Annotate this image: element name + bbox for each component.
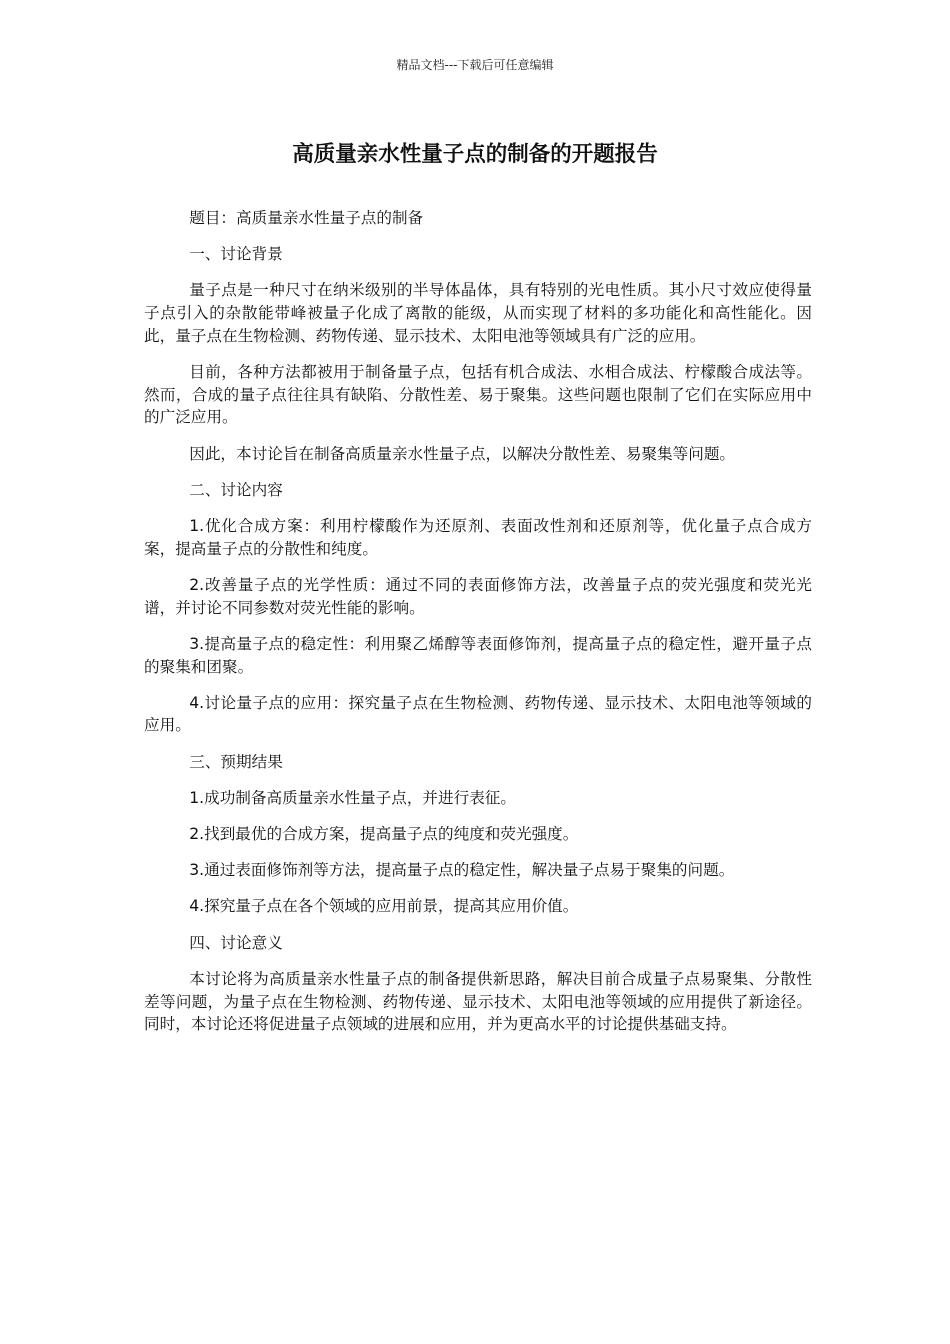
paragraph-results-3: 3.通过表面修饰剂等方法，提高量子点的稳定性，解决量子点易于聚集的问题。 xyxy=(189,861,735,880)
page-header-note: 精品文档---下载后可任意编辑 xyxy=(396,58,554,72)
paragraph-content-2: 2.改善量子点的光学性质：通过不同的表面修饰方法，改善量子点的荧光强度和荧光光谱，并讨论不同参数对荧光性能的影响。 xyxy=(144,575,812,617)
section-heading-content: 二、讨论内容 xyxy=(189,480,283,499)
paragraph-content-3: 3.提高量子点的稳定性：利用聚乙烯醇等表面修饰剂，提高量子点的稳定性，避开量子点的聚集和团聚。 xyxy=(144,634,812,676)
document-title: 高质量亲水性量子点的制备的开题报告 xyxy=(292,142,658,167)
paragraph-significance: 本讨论将为高质量亲水性量子点的制备提供新思路，解决目前合成量子点易聚集、分散性差等问题，为量子点在生物检测、药物传递、显示技术、太阳电池等领域的应用提供了新途径。同时，本讨论还将促进量子点领域的进展和应用，并为更高水平的讨论提供基础支持。 xyxy=(144,969,812,1034)
section-heading-background: 一、讨论背景 xyxy=(189,245,283,264)
paragraph-content-1: 1.优化合成方案：利用柠檬酸作为还原剂、表面改性剂和还原剂等，优化量子点合成方案，提高量子点的分散性和纯度。 xyxy=(144,517,812,558)
paragraph-background-2: 目前，各种方法都被用于制备量子点，包括有机合成法、水相合成法、柠檬酸合成法等。然而，合成的量子点往往具有缺陷、分散性差、易于聚集。这些问题也限制了它们在实际应用中的广泛应用。 xyxy=(144,363,812,427)
paragraph-results-4: 4.探究量子点在各个领域的应用前景，提高其应用价值。 xyxy=(189,897,579,916)
paragraph-background-1: 量子点是一种尺寸在纳米级别的半导体晶体，具有特别的光电性质。其小尺寸效应使得量子点引入的杂散能带峰被量子化成了离散的能级，从而实现了材料的多功能化和高性能化。因此，量子点在生物检测、药物传递、显示技术、太阳电池等领域具有广泛的应用。 xyxy=(144,281,812,345)
paragraph-topic: 题目：高质量亲水性量子点的制备 xyxy=(189,209,424,227)
section-heading-significance: 四、讨论意义 xyxy=(189,933,283,952)
paragraph-results-2: 2.找到最优的合成方案，提高量子点的纯度和荧光强度。 xyxy=(189,825,579,844)
paragraph-content-4: 4.讨论量子点的应用：探究量子点在生物检测、药物传递、显示技术、太阳电池等领域的应用。 xyxy=(144,693,812,735)
section-heading-results: 三、预期结果 xyxy=(189,752,283,771)
paragraph-background-3: 因此，本讨论旨在制备高质量亲水性量子点，以解决分散性差、易聚集等问题。 xyxy=(189,444,736,463)
document-body xyxy=(144,207,812,1049)
paragraph-results-1: 1.成功制备高质量亲水性量子点，并进行表征。 xyxy=(189,788,516,807)
